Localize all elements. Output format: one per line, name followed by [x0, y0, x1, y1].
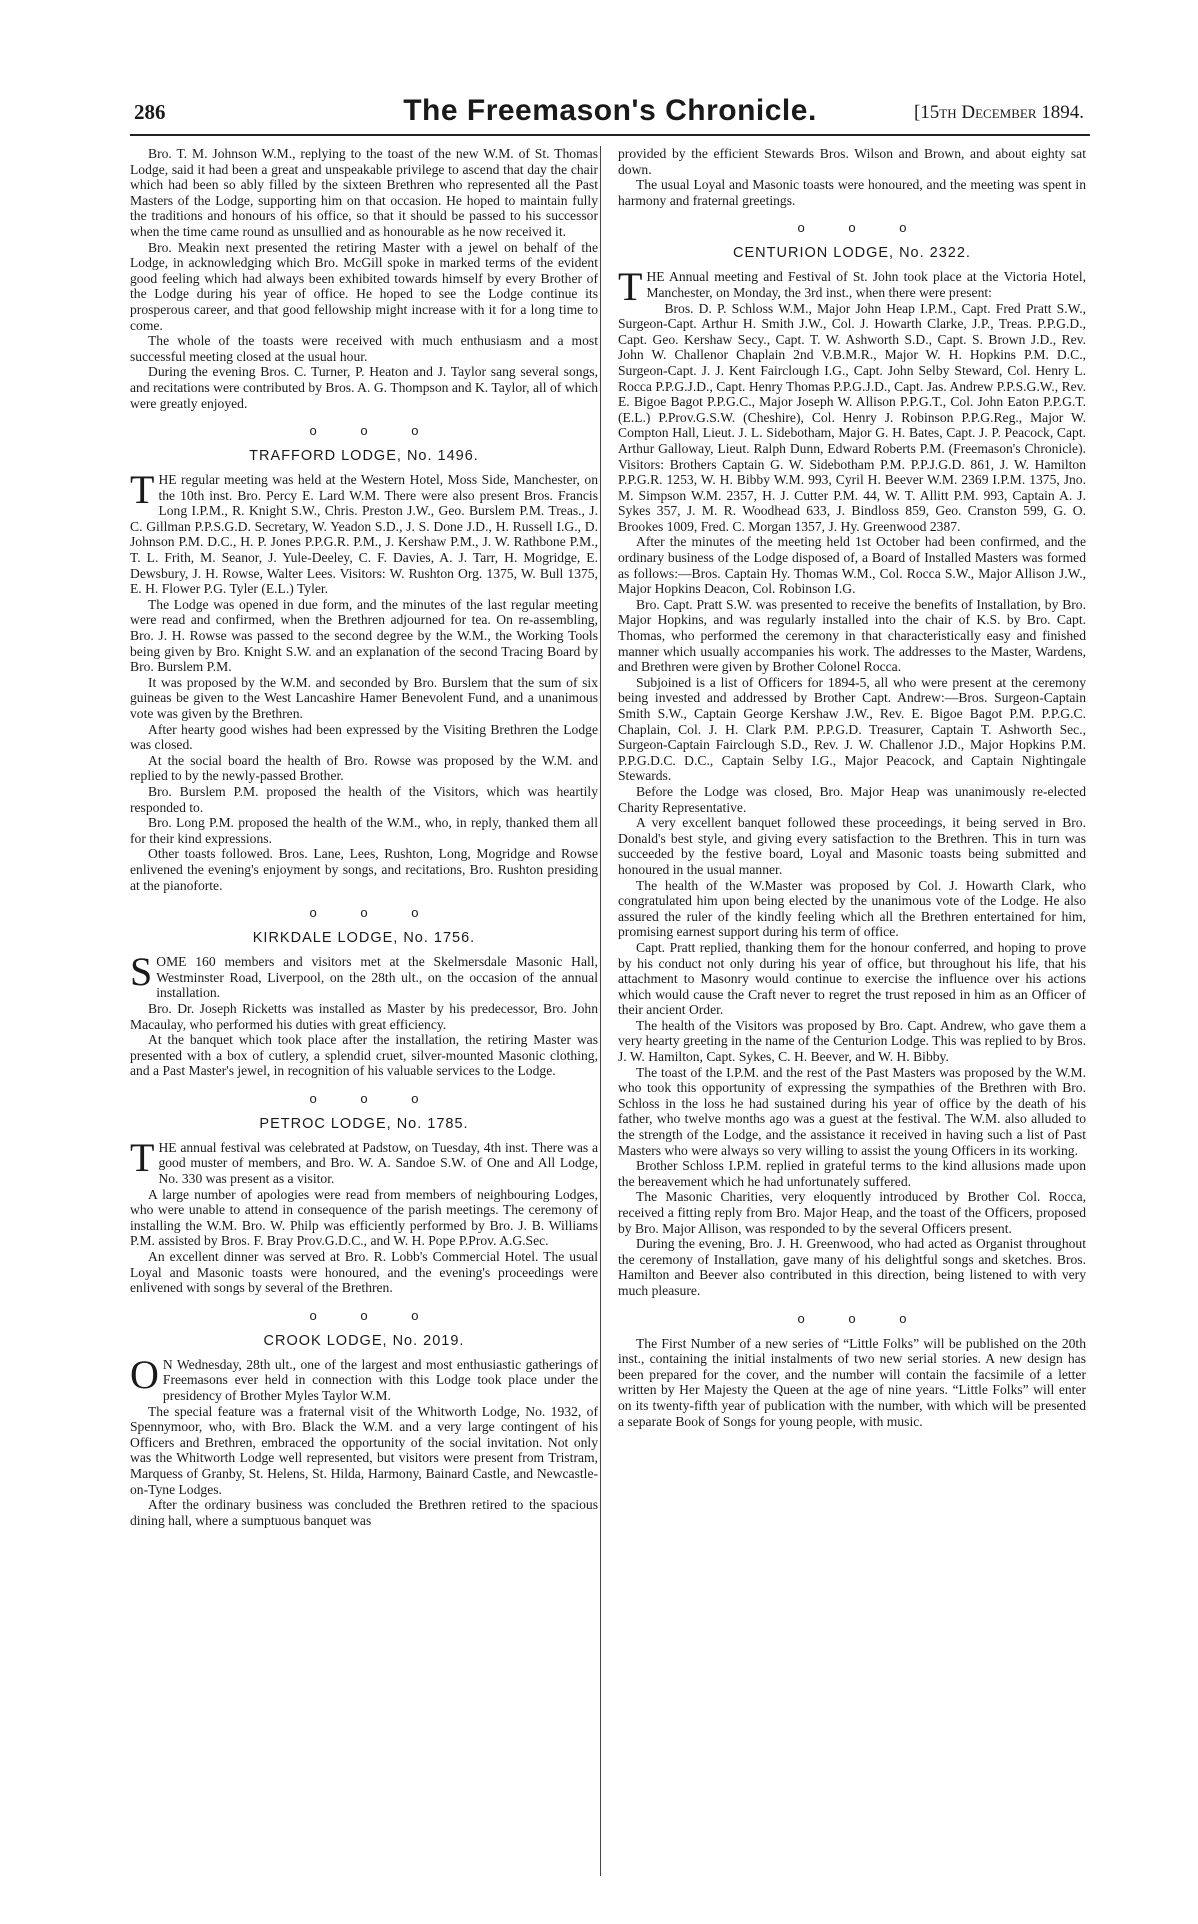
paragraph: The Lodge was opened in due form, and the minutes of the last regular meeting were read and confirmed, when the Brethren adjourned for tea. On re-assembling, Bro. J. H. Rowse was passed to the second degree by the W.M., the Working Tools being given by Bro. Knight S.W. and an explanation of the second Tracing Board by Bro. Burslem P.M.: [130, 596, 598, 675]
paragraph: At the banquet which took place after the installation, the retiring Master was presented with a box of cutlery, a splendid cruet, silver-mounted Masonic clothing, and a Past Master's jewel, in recognition of his valuable services to the Lodge.: [130, 1032, 598, 1079]
paragraph: Before the Lodge was closed, Bro. Major Heap was unanimously re-elected Charity Representative.: [618, 783, 1086, 815]
paragraph: A large number of apologies were read from members of neighbouring Lodges, who were unable to attend in consequence of the parish meetings. The ceremony of installing the W.M. Bro. W. Philp was efficiently performed by Bro. J. B. Williams P.M. assisted by Bros. F. Bray Prov.G.D.C., and W. H. Pope P.Prov. A.G.Sec.: [130, 1186, 598, 1249]
paragraph: The usual Loyal and Masonic toasts were honoured, and the meeting was spent in harmony and fraternal greetings.: [618, 177, 1086, 208]
drop-cap: T: [130, 1134, 155, 1180]
paragraph: Subjoined is a list of Officers for 1894-5, all who were present at the ceremony being invested and addressed by Brother Capt. Andrew:—Bros. Surgeon-Captain Smith S.W., Captain George Kershaw J.W., Rev. E. Bigoe Bagot P.M. P.P.G.C. Chaplain, Col. J. H. Clark P.M. P.P.G.D. Treasurer, Captain T. Ashworth Sec., Surgeon-Captain Fairclough S.D., Rev. J. W. Challenor J.D., Major Hopkins P.M. P.P.G.D.C. D.C., Captain Selby I.G., Major Peacock, and Captain Nightingale Stewards.: [618, 674, 1086, 784]
drop-cap: S: [130, 949, 153, 995]
paragraph: During the evening Bros. C. Turner, P. Heaton and J. Taylor sang several songs, and recitations were contributed by Bros. A. G. Thompson and K. Taylor, all of which were greatly enjoyed.: [130, 364, 598, 411]
section-separator: o o o: [797, 220, 927, 236]
lead-paragraph: THE annual festival was celebrated at Padstow, on Tuesday, 4th inst. There was a good muster of members, and Bro. W. A. Sandoe S.W. of One and All Lodge, No. 330 was present as a visitor.: [130, 1134, 598, 1187]
paragraph: Capt. Pratt replied, thanking them for the honour conferred, and hoping to prove by his conduct not only during his year of office, but throughout his life, that his attachment to Masonry would continue to exercise the influence over his actions which would cause the Craft never to regret the trust reposed in him as an Officer of their ancient Order.: [618, 939, 1086, 1018]
paragraph: An excellent dinner was served at Bro. R. Lobb's Commercial Hotel. The usual Loyal and Masonic toasts were honoured, and the evening's proceedings were enlivened with songs by several of the Brethren.: [130, 1249, 598, 1296]
lead-paragraph: THE Annual meeting and Festival of St. John took place at the Victoria Hotel, Manchester, on Monday, the 3rd inst., when there were present:: [618, 264, 1086, 310]
section-heading: CROOK LODGE, No. 2019.: [263, 1332, 465, 1349]
masthead-title: The Freemason's Chronicle.: [403, 94, 817, 127]
paragraph: During the evening, Bro. J. H. Greenwood, who had acted as Organist throughout the ceremony of Installation, gave many of his delightful songs and sketches. Bros. Hamilton and Beever also contributed in this direction, being listened to with very much pleasure.: [618, 1236, 1086, 1298]
section-separator: o o o: [309, 1090, 439, 1106]
page-number: 286: [134, 100, 166, 124]
paragraph: Bro. Capt. Pratt S.W. was presented to receive the benefits of Installation, by Bro. Major Hopkins, and was regularly installed into the chair of K.S. by Bro. Capt. Thomas, who performed the ceremony in that characteristically easy and finished manner which usually accompanies his work. The addresses to the Master, Wardens, and Brethren were given by Brother Colonel Rocca.: [618, 596, 1086, 675]
drop-cap: O: [130, 1351, 159, 1397]
paragraph: Bro. T. M. Johnson W.M., replying to the toast of the new W.M. of St. Thomas Lodge, said it had been a great and unspeakable privilege to ascend that day the chair which had been so ably filled by the sixteen Brethren who represented all the Past Masters of the Lodge, supporting him on that occasion. He hoped to maintain fully the traditions and honours of his office, so that it should be passed to his successor when the time came round as unsullied and as honourable as he now received it.: [130, 146, 598, 239]
section-heading: CENTURION LODGE, No. 2322.: [733, 245, 971, 262]
paragraph: Other toasts followed. Bros. Lane, Lees, Rushton, Long, Mogridge and Rowse enlivened the evening's enjoyment by songs, and recitations, Bro. Rushton presiding at the pianoforte.: [130, 846, 598, 893]
paragraph: The health of the Visitors was proposed by Bro. Capt. Andrew, who gave them a very hearty greeting in the name of the Centurion Lodge. This was replied to by Bros. J. W. Hamilton, Capt. Sykes, C. H. Beever, and W. H. Bibby.: [618, 1017, 1086, 1065]
notice-paragraph: The First Number of a new series of “Little Folks” will be published on the 20th inst., containing the initial instalments of two new serial stories. A new design has been prepared for the cover, and the number will contain the facsimile of a letter written by Her Majesty the Queen at the age of nine years. “Little Folks” will enter on its twenty-fifth year of publication with the number, with which will be presented a separate Book of Songs for young people, with music.: [618, 1335, 1086, 1429]
paragraph: It was proposed by the W.M. and seconded by Bro. Burslem that the sum of six guineas be given to the West Lancashire Hamer Benevolent Fund, and a unanimous vote was given by the Brethren.: [130, 674, 598, 721]
section-separator: o o o: [797, 1310, 927, 1326]
section-heading: KIRKDALE LODGE, No. 1756.: [252, 930, 476, 947]
paragraph: After the minutes of the meeting held 1st October had been confirmed, and the ordinary business of the Lodge disposed of, a Board of Installed Masters was formed as follows:—Bros. Captain Hy. Thomas W.M., Col. Rocca S.W., Major Allison J.W., Major Hopkins Deacon, Col. Robinson I.G.: [618, 534, 1086, 597]
drop-cap: T: [130, 467, 155, 513]
section-heading: PETROC LODGE, No. 1785.: [259, 1115, 469, 1132]
section-separator: o o o: [309, 1307, 439, 1323]
paragraph: Bro. Burslem P.M. proposed the health of the Visitors, which was heartily responded to.: [130, 783, 598, 815]
paragraph: The whole of the toasts were received with much enthusiasm and a most successful meeting closed at the usual hour.: [130, 333, 598, 364]
lead-paragraph: SOME 160 members and visitors met at the Skelmersdale Masonic Hall, Westminster Road, Liverpool, on the 28th ult., on the occasion of the annual installation.: [130, 949, 598, 1001]
lead-paragraph: O N Wednesday, 28th ult., one of the largest and most enthusiastic gatherings of Freemasons ever held in connection with this Lodge took place under the presidency of Brother Myles Taylor W.M.: [130, 1351, 598, 1403]
paragraph: The special feature was a fraternal visit of the Whitworth Lodge, No. 1932, of Spennymoor, who, with Bro. Black the W.M. and a very large contingent of his Officers and Brethren, embraced the opportunity of the social invitation. Not only was the Whitworth Lodge well represented, but visitors were present from Tristram, Marquess of Granby, St. Helens, St. Hilda, Harmony, Bainard Castle, and Newcastle-on-Tyne Lodges.: [130, 1403, 598, 1497]
left-column: [130, 146, 598, 1528]
section-separator: o o o: [309, 423, 439, 439]
right-column: [618, 146, 1086, 1429]
issue-date: [15th December 1894.: [913, 102, 1084, 123]
column-rule: [600, 146, 601, 1876]
lead-paragraph: THE regular meeting was held at the Western Hotel, Moss Side, Manchester, on the 10th inst. Bro. Percy E. Lard W.M. There were also present Bros. Francis Long I.P.M., R. Knight S.W., Chris. Preston J.W., Geo. Burslem P.M. Treas., J. C. Gillman P.P.S.G.D. Secretary, W. Yeadon S.D., J. S. Done J.D., H. Russell I.G., D. Johnson P.M. D.C., H. P. Jones P.P.G.R. P.M., J. Kershaw P.M., J. W. Rathbone P.M., T. L. Frith, M. Seanor, J. Yule-Deeley, C. F. Davies, A. J. Tarr, H. Mogridge, E. Dewsbury, J. H. Rowse, Walter Lees. Visitors: W. Rushton Org. 1375, W. Bull 1375, E. H. Flower P.G. Tyler (E.L.) Tyler.: [130, 467, 598, 597]
paragraph: Bro. Long P.M. proposed the health of the W.M., who, in reply, thanked them all for their kind expressions.: [130, 815, 598, 846]
page-header: [130, 94, 1090, 136]
paragraph: Bros. D. P. Schloss W.M., Major John Heap I.P.M., Capt. Fred Pratt S.W., Surgeon-Capt. Arthur H. Smith J.W., Col. J. Howarth Clarke, J.P., Treas. P.P.G.D., Capt. Geo. Kershaw Secy., Capt. T. W. Ashworth S.D., Capt. S. Brown J.D., Rev. John W. Challenor Chaplain 2nd V.B.M.R., Major W. H. Hopkins P.M. D.C., Surgeon-Capt. J. J. Kent Fairclough I.G., Capt. John Selby Steward, Col. Henry L. Rocca P.P.G.J.D., Capt. Henry Thomas P.P.G.J.D., Capt. Jas. Andrew P.P.S.G.W., Rev. E. Bigoe Bagot P.P.G.C., Major Joseph W. Allison P.P.G.T., Col. John Eaton P.P.G.T. (E.L.) P.Prov.G.S.W. (Cheshire), Col. Henry J. Robinson P.P.G.Reg., Major W. Compton Hall, Lieut. J. L. Sidebotham, Major G. H. Bates, Capt. J. P. Peacock, Capt. Arthur Galloway, Lieut. Ralph Dunn, Edward Roberts P.M. (Freemason's Chronicle). Visitors: Brothers Captain G. W. Sidebotham P.M. P.P.J.G.D. 861, J. W. Hamilton P.P.G.R. 1253, W. H. Bibby W.M. 993, Cyril H. Beever W.M. 2369 I.P.M. 1375, Jno. M. Simpson W.M. 2357, H. J. Cutter P.M. 44, W. T. Allitt P.M. 993, Captain A. J. Sykes 357, J. M. R. Woodhead 633, J. Bindloss 859, Geo. Cranston 599, G. O. Brookes 1009, Fred. C. Morgan 1357, J. Hy. Greenwood 2387.: [618, 300, 1086, 534]
section-heading: TRAFFORD LODGE, No. 1496.: [249, 448, 479, 465]
paragraph: The Masonic Charities, very eloquently introduced by Brother Col. Rocca, received a fitting reply from Bro. Major Heap, and the toast of the Officers, proposed by Bro. Major Allison, was responded to by the several Officers present.: [618, 1189, 1086, 1236]
paragraph: After the ordinary business was concluded the Brethren retired to the spacious dining hall, where a sumptuous banquet was: [130, 1497, 598, 1528]
paragraph: provided by the efficient Stewards Bros. Wilson and Brown, and about eighty sat down.: [618, 146, 1086, 177]
paragraph: The toast of the I.P.M. and the rest of the Past Masters was proposed by the W.M. who took this opportunity of expressing the sympathies of the Brethren with Bro. Schloss in the loss he had sustained during his year of office by the death of his father, who twelve months ago was a guest at the festival. The W.M. also alluded to the strength of the Lodge, and the assistance it received in having such a list of Past Masters who were always so very willing to assist the young Officers in its working.: [618, 1064, 1086, 1158]
paragraph: Brother Schloss I.P.M. replied in grateful terms to the kind allusions made upon the bereavement which he had unfortunately suffered.: [618, 1158, 1086, 1189]
section-separator: o o o: [309, 905, 439, 921]
paragraph: Bro. Meakin next presented the retiring Master with a jewel on behalf of the Lodge, in acknowledging which Bro. McGill spoke in marked terms of the evident good feeling which had always been exhibited towards himself by every Brother of the Lodge during his year of office. He hoped to see the Lodge continue its prosperous career, and that good fellowship might increase with it for a long time to come.: [130, 239, 598, 333]
paragraph: After hearty good wishes had been expressed by the Visiting Brethren the Lodge was closed.: [130, 721, 598, 753]
drop-cap: T: [618, 264, 643, 310]
paragraph: A very excellent banquet followed these proceedings, it being served in Bro. Donald's best style, and giving every satisfaction to the Brethren. This in turn was succeeded by the festive board, Loyal and Masonic toasts being submitted and honoured in the usual manner.: [618, 815, 1086, 877]
paragraph: At the social board the health of Bro. Rowse was proposed by the W.M. and replied to by the newly-passed Brother.: [130, 752, 598, 784]
paragraph: The health of the W.Master was proposed by Col. J. Howarth Clark, who congratulated him upon being elected by the unanimous vote of the Lodge. He also assured the ruler of the kindly feeling which all the Brethren entertained for him, promising earnest support during his term of office.: [618, 877, 1086, 940]
paragraph: Bro. Dr. Joseph Ricketts was installed as Master by his predecessor, Bro. John Macaulay, who performed his duties with great efficiency.: [130, 1000, 598, 1032]
